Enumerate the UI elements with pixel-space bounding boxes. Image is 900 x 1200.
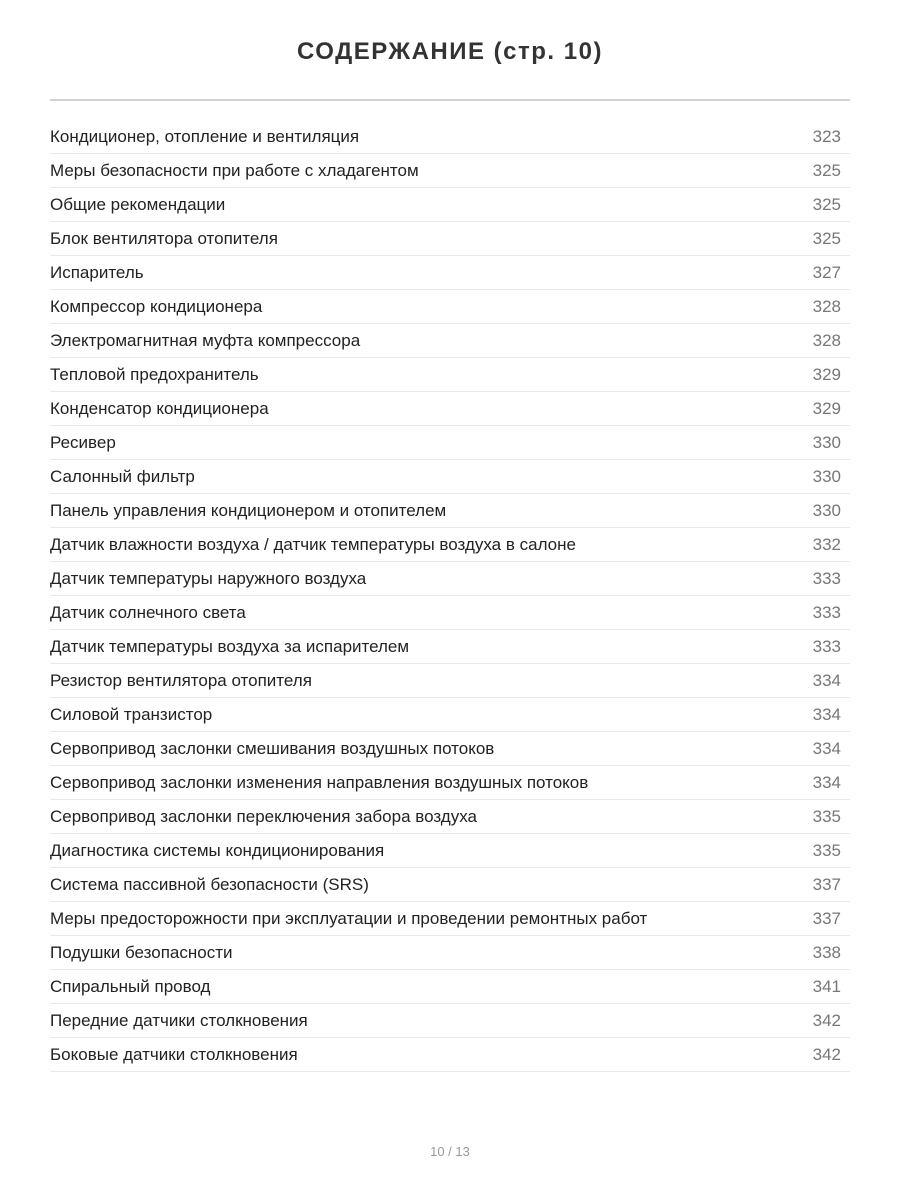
toc-entry-page: 334	[812, 772, 841, 792]
toc-entry[interactable]	[50, 494, 850, 528]
toc-entry-label: Резистор вентилятора отопителя	[50, 670, 312, 690]
toc-entry-page: 333	[812, 636, 841, 656]
toc-entry-label: Панель управления кондиционером и отопителем	[50, 500, 447, 520]
page-counter: 10 / 13	[430, 1144, 470, 1159]
toc-entry-label: Сервопривод заслонки изменения направления воздушных потоков	[50, 772, 589, 792]
toc-entry-page: 330	[812, 500, 841, 520]
toc-entry[interactable]	[50, 698, 850, 732]
toc-entry-page: 338	[812, 942, 841, 962]
toc-entry-page: 328	[812, 330, 841, 350]
toc-list	[50, 120, 850, 1072]
toc-entry[interactable]	[50, 120, 850, 154]
toc-entry[interactable]	[50, 324, 850, 358]
toc-entry-label: Общие рекомендации	[50, 194, 226, 214]
toc-entry-label: Датчик влажности воздуха / датчик температуры воздуха в салоне	[50, 534, 576, 554]
toc-entry-page: 333	[812, 602, 841, 622]
toc-entry-label: Ресивер	[50, 432, 116, 452]
toc-entry-page: 325	[812, 228, 841, 248]
toc-entry-page: 337	[812, 908, 841, 928]
toc-entry[interactable]	[50, 800, 850, 834]
toc-entry-page: 334	[812, 704, 841, 724]
toc-entry[interactable]	[50, 188, 850, 222]
toc-entry[interactable]	[50, 664, 850, 698]
toc-entry[interactable]	[50, 154, 850, 188]
toc-entry[interactable]	[50, 460, 850, 494]
toc-entry-label: Подушки безопасности	[50, 942, 233, 962]
toc-entry[interactable]	[50, 358, 850, 392]
toc-entry-label: Силовой транзистор	[50, 704, 213, 724]
toc-entry-label: Испаритель	[50, 262, 144, 282]
toc-entry-label: Система пассивной безопасности (SRS)	[50, 874, 369, 894]
toc-entry-label: Электромагнитная муфта компрессора	[50, 330, 361, 350]
toc-entry-page: 342	[812, 1044, 841, 1064]
toc-entry[interactable]	[50, 1004, 850, 1038]
toc-entry-page: 329	[812, 398, 841, 418]
toc-entry[interactable]	[50, 732, 850, 766]
toc-entry-page: 325	[812, 160, 841, 180]
toc-entry-page: 341	[812, 976, 841, 996]
toc-entry-label: Блок вентилятора отопителя	[50, 228, 278, 248]
toc-entry-label: Тепловой предохранитель	[50, 364, 259, 384]
toc-entry-page: 323	[812, 126, 841, 146]
toc-entry-label: Датчик температуры воздуха за испарителем	[50, 636, 410, 656]
toc-entry-page: 330	[812, 466, 841, 486]
toc-entry-label: Передние датчики столкновения	[50, 1010, 308, 1030]
toc-entry[interactable]	[50, 256, 850, 290]
title-divider	[50, 99, 850, 101]
toc-entry-label: Диагностика системы кондиционирования	[50, 840, 385, 860]
toc-entry[interactable]	[50, 392, 850, 426]
toc-entry-page: 328	[812, 296, 841, 316]
toc-entry-label: Компрессор кондиционера	[50, 296, 263, 316]
toc-entry-page: 334	[812, 738, 841, 758]
toc-entry[interactable]	[50, 630, 850, 664]
toc-entry-page: 330	[812, 432, 841, 452]
toc-entry-label: Меры безопасности при работе с хладагентом	[50, 160, 419, 180]
toc-entry-label: Боковые датчики столкновения	[50, 1044, 298, 1064]
toc-entry-page: 332	[812, 534, 841, 554]
toc-entry-label: Кондиционер, отопление и вентиляция	[50, 126, 360, 146]
toc-entry[interactable]	[50, 426, 850, 460]
toc-entry-label: Спиральный провод	[50, 976, 211, 996]
toc-entry-label: Сервопривод заслонки смешивания воздушных потоков	[50, 738, 495, 758]
toc-entry-page: 335	[812, 840, 841, 860]
toc-entry[interactable]	[50, 562, 850, 596]
toc-entry-page: 329	[812, 364, 841, 384]
toc-entry-label: Меры предосторожности при эксплуатации и проведении ремонтных работ	[50, 908, 648, 928]
toc-entry[interactable]	[50, 936, 850, 970]
toc-entry[interactable]	[50, 222, 850, 256]
toc-entry[interactable]	[50, 596, 850, 630]
toc-entry[interactable]	[50, 766, 850, 800]
toc-entry-label: Датчик температуры наружного воздуха	[50, 568, 367, 588]
toc-entry[interactable]	[50, 290, 850, 324]
toc-entry[interactable]	[50, 868, 850, 902]
toc-entry-label: Салонный фильтр	[50, 466, 195, 486]
toc-entry[interactable]	[50, 834, 850, 868]
page-title: СОДЕРЖАНИЕ (стр. 10)	[297, 38, 603, 65]
toc-entry-page: 325	[812, 194, 841, 214]
toc-entry[interactable]	[50, 902, 850, 936]
toc-entry-page: 327	[812, 262, 841, 282]
toc-entry-label: Датчик солнечного света	[50, 602, 246, 622]
toc-entry[interactable]	[50, 1038, 850, 1072]
toc-entry-page: 337	[812, 874, 841, 894]
toc-entry[interactable]	[50, 970, 850, 1004]
toc-entry-page: 334	[812, 670, 841, 690]
toc-entry-label: Сервопривод заслонки переключения забора воздуха	[50, 806, 477, 826]
toc-entry-label: Конденсатор кондиционера	[50, 398, 269, 418]
toc-entry-page: 335	[812, 806, 841, 826]
toc-entry[interactable]	[50, 528, 850, 562]
toc-entry-page: 342	[812, 1010, 841, 1030]
toc-entry-page: 333	[812, 568, 841, 588]
